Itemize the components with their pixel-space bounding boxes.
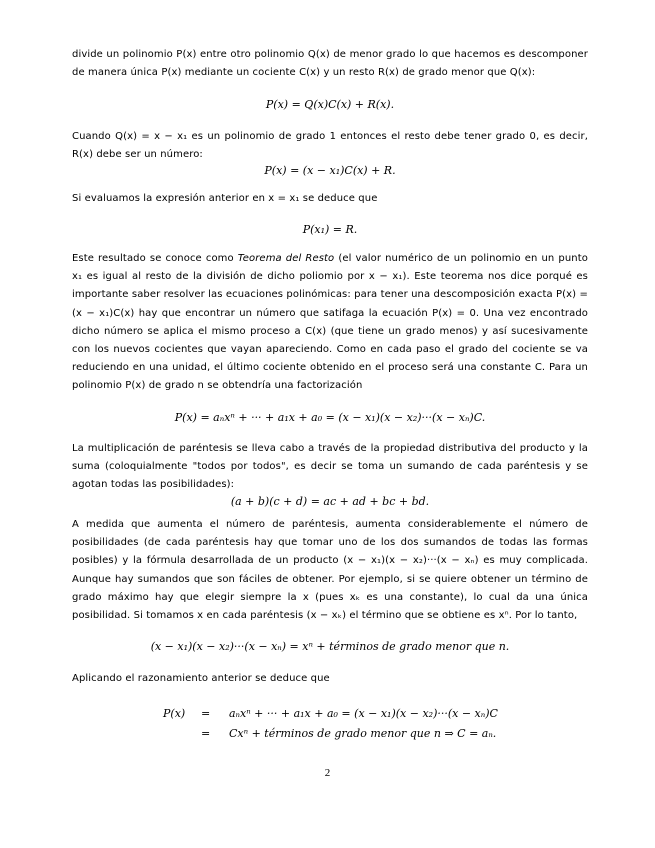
equation-leading-term: (x − x₁)(x − x₂)···(x − xₙ) = xⁿ + términos de grado menor que n. [150,640,510,653]
equation-linear-divisor: P(x) = (x − x₁)C(x) + R. [264,164,396,177]
equation-remainder: P(x₁) = R. [302,223,358,236]
paragraph-division: divide un polinomio P(x) entre otro polinomio Q(x) de menor grado lo que hacemos es descomponer de manera única P(x) mediante un cociente C(x) y un resto R(x) de grado menor que Q(x): [72,49,588,79]
paragraph-degree-one: Cuando Q(x) = x − x₁ es un polinomio de grado 1 entonces el resto debe tener grado 0, es decir, R(x) debe ser un número: [72,131,588,161]
equation-factorization: P(x) = aₙxⁿ + ··· + a₁x + a₀ = (x − x₁)(x − x₂)···(x − xₙ)C. [174,411,486,424]
paragraph-conclusion: Aplicando el razonamiento anterior se deduce que [72,673,330,684]
equation-final-lhs: P(x) [163,707,186,720]
equation-distributive: (a + b)(c + d) = ac + ad + bc + bd. [230,495,430,508]
equation-final-equals-1: = [201,707,211,720]
equation-final-rhs-1: aₙxⁿ + ··· + a₁x + a₀ = (x − x₁)(x − x₂)···(x − xₙ)C [229,707,498,720]
paragraph-expansion: A medida que aumenta el número de paréntesis, aumenta considerablemente el número de posibilidades (de cada paréntesis hay que tomar uno de los dos sumandos de todas las formas posibles) y la fórmula desarrollada de un producto (x − x₁)(x − x₂)···(x − xₙ) es muy complicada. Aunque hay sumandos que son fáciles de obtener. Por ejemplo, si se quiere obtener un término de grado máximo hay que elegir siempre la x (pues xₖ es una constante), lo cual da una única posibilidad. Si tomamos x en cada paréntesis (x − xₖ) el término que se obtiene es xⁿ. Por lo tanto, [72,519,588,622]
theorem-name: Teorema del Resto [237,253,335,264]
paragraph-text: (el valor numérico de un polinomio en un punto x₁ es igual al resto de la división de dicho poliomio por x − x₁). Este teorema nos dice porqué es importante saber resolver las ecuaciones polinómicas: para tener una descomposición exacta P(x) = (x − x₁)C(x) hay que encontrar un número que satifaga la ecuación P(x) = 0. Una vez encontrado dicho número se aplica el mismo proceso a C(x) (que tiene un grado menos) y así sucesivamente con los nuevos cocientes que vayan apareciendo. Como en cada paso el grado del cociente se va reduciendo en una unidad, el último cociente obtenido en el proceso será una constante C. Para un polinomio P(x) de grado n se obtendría una factorización [72,253,588,392]
paragraph-evaluate: Si evaluamos la expresión anterior en x = x₁ se deduce que [72,193,378,204]
paragraph-text: Este resultado se conoce como [72,253,238,264]
equation-division: P(x) = Q(x)C(x) + R(x). [265,98,395,111]
equation-final-equals-2: = [201,727,211,740]
equation-final-rhs-2: Cxⁿ + términos de grado menor que n ⇒ C = aₙ. [229,727,497,740]
page-number: 2 [324,767,331,779]
paragraph-remainder-theorem [72,250,588,396]
paragraph-multiplication: La multiplicación de paréntesis se lleva cabo a través de la propiedad distributiva del producto y la suma (coloquialmente "todos por todos", es decir se toma un sumando de cada paréntesis y se agotan todas las posibilidades): [72,443,588,491]
